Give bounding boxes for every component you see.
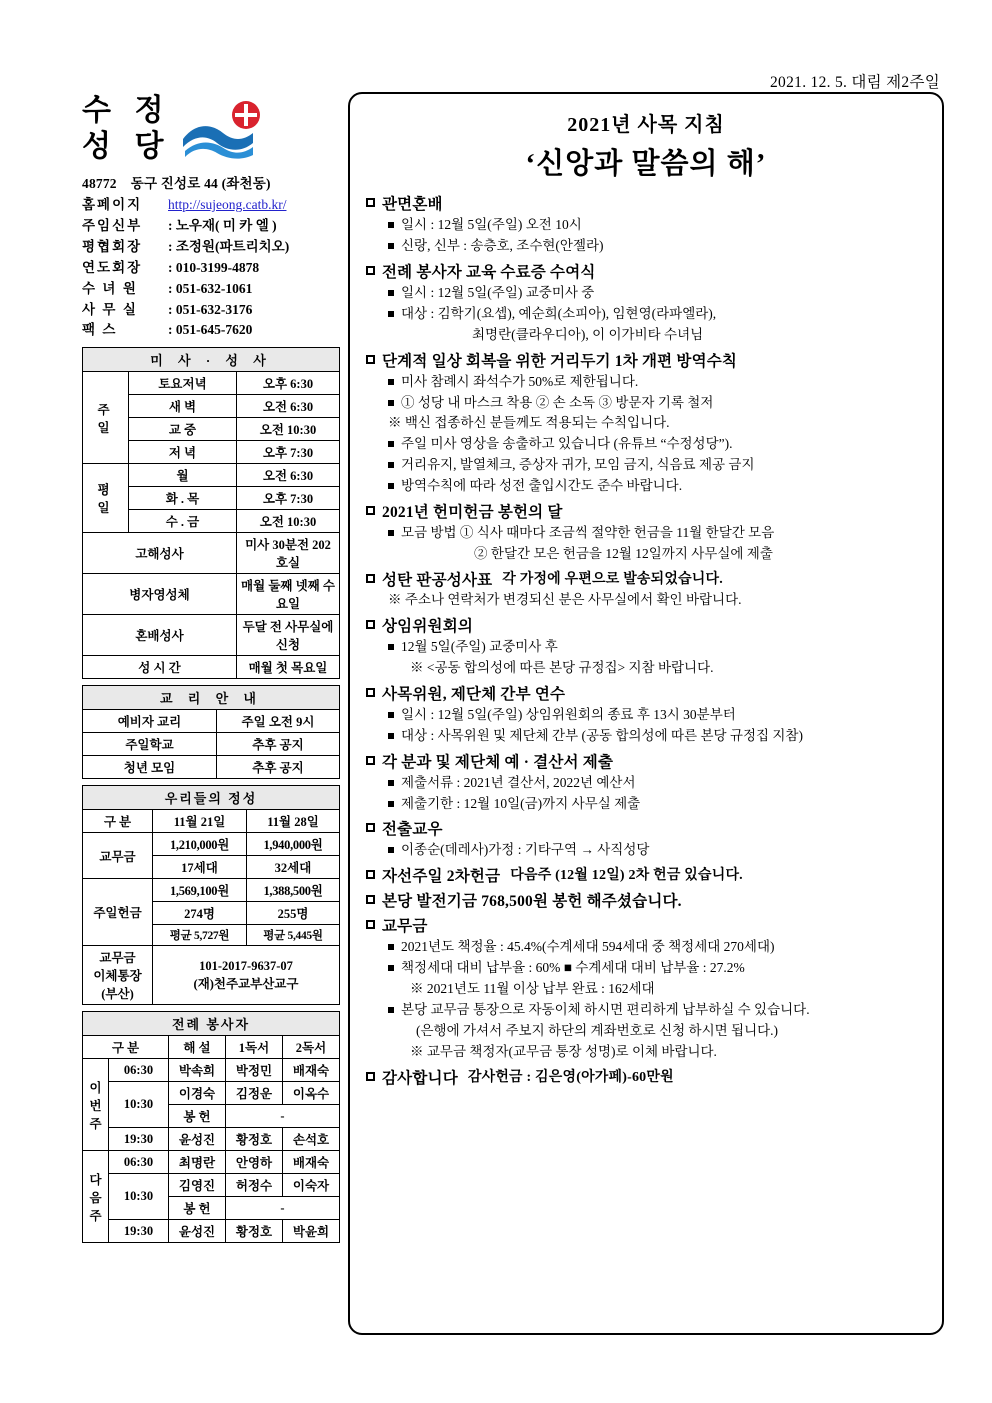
offering-value: 17세대	[153, 856, 247, 879]
announcement-heading: 전출교우	[382, 821, 443, 839]
contact-label: 연도회장	[82, 259, 143, 275]
announcement-item	[388, 958, 926, 979]
announcement-block	[366, 568, 926, 611]
announcement-item-text: 대상 : 김학기(요셉), 예순희(소피아), 임현영(라파엘라),	[401, 305, 717, 321]
announcement-item-text: 일시 : 12월 5일(주일) 교중미사 중	[401, 284, 595, 300]
doctrine-label: 주일학교	[83, 733, 217, 756]
sacrament-value: 매월 첫 목요일	[237, 656, 340, 679]
sacrament-value: 두달 전 사무실에 신청	[237, 615, 340, 656]
sacrament-label: 병자영성체	[83, 574, 237, 615]
square-bullet-icon	[366, 920, 375, 929]
announcement-note: ※ <공동 합의성에 따른 본당 규정집> 지참 바랍니다.	[410, 659, 714, 675]
announcement-item	[388, 937, 926, 958]
announcement-block	[366, 260, 926, 346]
bullet-icon	[388, 644, 394, 650]
announcement-block	[366, 682, 926, 747]
bullet-icon	[388, 801, 394, 807]
sacrament-value: 매월 둘째 넷째 수요일	[237, 574, 340, 615]
servers-name: 이옥수	[283, 1082, 340, 1105]
doctrine-title: 교 리 안 내	[83, 686, 340, 710]
bullet-icon	[388, 965, 394, 971]
announcement-item	[388, 455, 926, 476]
offering-col-header: 구 분	[83, 810, 153, 833]
announcement-heading: 교무금	[382, 918, 428, 936]
offering-value: 1,388,500원	[247, 879, 340, 902]
servers-name: 배재숙	[283, 1151, 340, 1174]
sacrament-label: 혼배성사	[83, 615, 237, 656]
offering-title: 우리들의 정성	[83, 786, 340, 810]
mass-time: 오후 6:30	[237, 372, 340, 395]
announcement-item-text: 본당 교무금 통장으로 자동이체 하시면 편리하게 납부하실 수 있습니다.	[401, 1002, 810, 1018]
announcement-block	[366, 889, 926, 911]
servers-week-label	[83, 1151, 109, 1243]
contact-value: : 051-632-3176	[168, 301, 253, 317]
contact-row	[82, 237, 340, 258]
announcement-item-text: 일시 : 12월 5일(주일) 상임위원회의 종료 후 13시 30분부터	[401, 706, 736, 722]
announcement-items	[388, 705, 926, 747]
announcement-heading: 사목위원, 제단체 간부 연수	[382, 685, 566, 703]
account-label	[83, 946, 153, 1005]
announcement-item	[388, 236, 926, 257]
announcement-heading: 단계적 일상 회복을 위한 거리두기 1차 개편 방역수칙	[382, 352, 738, 370]
announcement-item-text: 대상 : 사목위원 및 제단체 간부 (공동 합의성에 따른 본당 규정집 지참)	[401, 727, 803, 743]
servers-time: 10:30	[109, 1174, 169, 1220]
account-value	[153, 946, 340, 1005]
mass-name: 토요저녁	[129, 372, 237, 395]
announcement-note: ※ 2021년도 11월 이상 납부 완료 : 162세대	[410, 981, 655, 997]
announcement-items	[388, 215, 926, 257]
bullet-icon	[388, 441, 394, 447]
square-bullet-icon	[366, 506, 375, 515]
servers-col-header: 해 설	[169, 1036, 226, 1059]
announcement-block	[366, 750, 926, 815]
announcement-items	[388, 372, 926, 498]
bullet-icon	[388, 379, 394, 385]
announcements-panel	[348, 92, 944, 1335]
account-holder: (재)천주교부산교구	[193, 976, 299, 991]
servers-name: 안영하	[226, 1151, 283, 1174]
servers-name: 황정호	[226, 1128, 283, 1151]
announcement-item-text: 일시 : 12월 5일(주일) 오전 10시	[401, 217, 582, 232]
announcement-heading-row	[366, 864, 926, 886]
servers-time: 19:30	[109, 1128, 169, 1151]
offering-row-label: 주일헌금	[83, 879, 153, 946]
contact-row	[82, 320, 340, 341]
pastoral-theme-year: 2021년 사목 지침	[567, 114, 725, 136]
contact-value: : 051-632-1061	[168, 280, 253, 296]
parish-logo-line1: 수 정	[82, 94, 172, 127]
parish-zip: 48772	[82, 176, 117, 191]
mass-name: 교 중	[129, 418, 237, 441]
announcement-item	[388, 283, 926, 304]
announcement-item	[388, 637, 926, 658]
announcement-item	[388, 372, 926, 393]
account-label-line3: (부산)	[101, 987, 134, 1002]
servers-name: 이숙자	[283, 1174, 340, 1197]
offering-value: 255명	[247, 902, 340, 925]
servers-name: 손석호	[283, 1128, 340, 1151]
servers-name: 최명란	[169, 1151, 226, 1174]
offering-value: 평균 5,445원	[247, 925, 340, 946]
wave-cross-logo-icon	[181, 99, 265, 159]
announcement-block	[366, 817, 926, 861]
contact-value: : 노우재( 미 카 엘 )	[168, 217, 277, 233]
mass-time: 오전 6:30	[237, 395, 340, 418]
servers-name: 박속희	[169, 1059, 226, 1082]
offering-col-header: 11월 21일	[153, 810, 247, 833]
offering-value: 1,569,100원	[153, 879, 247, 902]
week-label-line1: 이	[89, 1080, 102, 1095]
bullet-icon	[388, 944, 394, 950]
announcement-item-text: 제출기한 : 12월 10일(금)까지 사무실 제출	[401, 795, 641, 811]
announcement-heading-extra: 각 가정에 우편으로 발송되었습니다.	[502, 571, 723, 587]
announcement-heading-extra: 다음주 (12월 12일) 2차 헌금 있습니다.	[510, 868, 743, 884]
announcement-item-text: 미사 참례시 좌석수가 50%로 제한됩니다.	[401, 373, 639, 389]
mass-time: 오전 10:30	[237, 510, 340, 533]
announcement-block	[366, 614, 926, 679]
doctrine-value: 주일 오전 9시	[217, 710, 340, 733]
announcement-note: ※ 백신 접종하신 분들께도 적용되는 수칙입니다.	[388, 415, 670, 431]
bullet-icon	[388, 483, 394, 489]
bullet-icon	[388, 462, 394, 468]
square-bullet-icon	[366, 198, 375, 207]
servers-title: 전례 봉사자	[83, 1012, 340, 1036]
announcement-items	[388, 840, 926, 861]
announcement-item-text: 거리유지, 발열체크, 증상자 귀가, 모임 금지, 식음료 제공 금지	[401, 457, 755, 473]
announcement-item	[388, 1000, 926, 1021]
contact-value: : 051-645-7620	[168, 322, 253, 338]
offering-value: 평균 5,727원	[153, 925, 247, 946]
announcement-heading-row	[366, 1066, 926, 1088]
announcement-note: (은행에 가셔서 주보지 하단의 계좌번호로 신청 하시면 됩니다.)	[416, 1023, 779, 1039]
contact-label: 수 녀 원	[82, 280, 138, 296]
servers-name: 김영진	[169, 1174, 226, 1197]
announcement-heading: 각 분과 및 제단체 예 · 결산서 제출	[382, 753, 614, 771]
announcement-heading: 감사합니다	[382, 1069, 458, 1087]
contact-value: : 조정원(파트리치오)	[168, 238, 290, 254]
announcement-block	[366, 864, 926, 886]
account-label-line1: 교무금	[99, 951, 136, 966]
servers-time: 06:30	[109, 1059, 169, 1082]
announcement-heading: 관면혼배	[382, 196, 443, 213]
contact-label: 사 무 실	[82, 301, 138, 317]
square-bullet-icon	[366, 688, 375, 697]
announcement-item-text: 2021년도 책정율 : 45.4%(수계세대 594세대 중 책정세대 270세대)	[401, 939, 775, 955]
offering-row-label: 교무금	[83, 833, 153, 879]
bullet-icon	[388, 311, 394, 317]
week-label-line2: 음	[89, 1190, 102, 1205]
announcement-block	[366, 914, 926, 1063]
doctrine-label: 예비자 교리	[83, 710, 217, 733]
mass-group-label: 주 일	[83, 372, 129, 464]
mass-name: 수 . 금	[129, 510, 237, 533]
announcement-heading-row	[366, 817, 926, 839]
doctrine-label: 청년 모임	[83, 756, 217, 779]
mass-time: 오후 7:30	[237, 487, 340, 510]
servers-name: 박윤희	[283, 1220, 340, 1243]
homepage-label: 홈페이지	[82, 196, 143, 212]
doctrine-table	[82, 685, 340, 779]
mass-group-label: 평 일	[83, 464, 129, 533]
announcement-items	[388, 637, 926, 679]
announcement-heading: 2021년 헌미헌금 봉헌의 달	[382, 504, 563, 522]
announcement-item	[388, 773, 926, 794]
offering-col-header: 11월 28일	[247, 810, 340, 833]
mass-time: 오전 10:30	[237, 418, 340, 441]
servers-name: 박정민	[226, 1059, 283, 1082]
bullet-icon	[388, 400, 394, 406]
offering-value: 32세대	[247, 856, 340, 879]
announcement-note: ※ 교무금 책정자(교무금 통장 성명)로 이체 바랍니다.	[410, 1043, 717, 1059]
announcement-heading-row	[366, 500, 926, 522]
contact-row	[82, 300, 340, 321]
servers-col-header: 구 분	[83, 1036, 169, 1059]
mass-schedule-table	[82, 347, 340, 679]
servers-name: 윤성진	[169, 1220, 226, 1243]
parish-logo-line2: 성 당	[82, 130, 172, 163]
week-label-line1: 다	[89, 1172, 102, 1187]
announcement-item-text: 책정세대 대비 납부율 : 60% ■ 수계세대 대비 납부율 : 27.2%	[401, 960, 745, 976]
mass-name: 화 . 목	[129, 487, 237, 510]
announcement-heading-extra: 감사헌금 : 김은영(아가페)-60만원	[467, 1069, 674, 1085]
announcement-item-text: 이종순(데레사)가정 : 기타구역 → 사직성당	[401, 842, 650, 858]
announcement-heading-row	[366, 568, 926, 590]
announcement-block	[366, 192, 926, 257]
announcement-heading-row	[366, 192, 926, 214]
servers-offertory-label: 봉 헌	[169, 1197, 226, 1220]
doctrine-value: 추후 공지	[217, 756, 340, 779]
bullet-icon	[388, 780, 394, 786]
bullet-icon	[388, 243, 394, 249]
pastoral-theme-title: ‘신앙과 말씀의 해’	[525, 148, 767, 180]
announcement-items	[388, 937, 926, 1063]
homepage-link[interactable]: http://sujeong.catb.kr/	[168, 196, 287, 212]
servers-time: 06:30	[109, 1151, 169, 1174]
announcement-item	[388, 523, 926, 544]
announcement-item-text: 주일 미사 영상을 송출하고 있습니다 (유튜브 “수정성당”).	[401, 436, 733, 452]
servers-offertory-value: -	[226, 1105, 340, 1128]
square-bullet-icon	[366, 266, 375, 275]
mass-name: 저 녁	[129, 441, 237, 464]
announcement-block	[366, 1066, 926, 1088]
parish-logo	[82, 90, 340, 168]
announcement-heading: 본당 발전기금 768,500원 봉헌 해주셨습니다.	[382, 893, 682, 911]
announcement-heading-row	[366, 260, 926, 282]
liturgy-servers-table	[82, 1011, 340, 1243]
bullet-icon	[388, 290, 394, 296]
servers-name: 이경숙	[169, 1082, 226, 1105]
issue-date: 2021. 12. 5. 대림 제2주일	[770, 74, 940, 91]
announcement-heading: 상임위원회의	[382, 617, 474, 635]
contact-label: 팩 스	[82, 322, 118, 338]
announcement-items	[388, 523, 926, 565]
week-label-line3: 주	[89, 1208, 102, 1223]
announcement-items	[388, 283, 926, 346]
announcement-item	[388, 215, 926, 236]
announcement-heading-row	[366, 750, 926, 772]
servers-time: 10:30	[109, 1082, 169, 1128]
bullet-icon	[388, 733, 394, 739]
servers-offertory-value: -	[226, 1197, 340, 1220]
announcement-block	[366, 500, 926, 565]
contact-label: 주임신부	[82, 217, 143, 233]
account-number: 101-2017-9637-07	[199, 958, 293, 973]
announcement-heading: 자선주일 2차헌금	[382, 868, 501, 886]
square-bullet-icon	[366, 1072, 375, 1081]
sacrament-label: 고해성사	[83, 533, 237, 574]
announcement-item	[388, 794, 926, 815]
offering-table	[82, 785, 340, 1005]
bullet-icon	[388, 847, 394, 853]
square-bullet-icon	[366, 574, 375, 583]
servers-time: 19:30	[109, 1220, 169, 1243]
mass-name: 새 벽	[129, 395, 237, 418]
announcement-note: ※ 주소나 연락처가 변경되신 분은 사무실에서 확인 바랍니다.	[388, 591, 742, 607]
doctrine-value: 추후 공지	[217, 733, 340, 756]
bullet-icon	[388, 530, 394, 536]
announcement-item	[388, 840, 926, 861]
announcement-item-text: 모금 방법 ① 식사 때마다 조금씩 절약한 헌금을 11월 한달간 모음	[401, 525, 775, 541]
parish-contact-block	[82, 174, 340, 341]
announcement-item-text: 방역수칙에 따라 성전 출입시간도 준수 바랍니다.	[401, 478, 683, 494]
servers-name: 윤성진	[169, 1128, 226, 1151]
announcement-heading: 성탄 판공성사표	[382, 571, 493, 589]
announcement-item	[388, 304, 926, 325]
square-bullet-icon	[366, 756, 375, 765]
offering-value: 1,940,000원	[247, 833, 340, 856]
square-bullet-icon	[366, 620, 375, 629]
square-bullet-icon	[366, 870, 375, 879]
announcement-item	[388, 434, 926, 455]
bullet-icon	[388, 1007, 394, 1013]
announcement-item-text: 제출서류 : 2021년 결산서, 2022년 예산서	[401, 774, 636, 790]
announcement-continuation: 최명란(클라우디아), 이 이가비타 수녀님	[472, 326, 704, 342]
announcement-item-text: 12월 5일(주일) 교중미사 후	[401, 638, 558, 654]
parish-homepage-row	[82, 195, 340, 216]
announcement-item-text: 신랑, 신부 : 송층호, 조수현(안젤라)	[401, 237, 604, 253]
servers-name: 김정운	[226, 1082, 283, 1105]
servers-col-header: 1독서	[226, 1036, 283, 1059]
square-bullet-icon	[366, 823, 375, 832]
offering-value: 274명	[153, 902, 247, 925]
servers-name: 황정호	[226, 1220, 283, 1243]
contact-label: 평협회장	[82, 238, 143, 254]
bullet-icon	[388, 222, 394, 228]
servers-week-label	[83, 1059, 109, 1151]
announcement-heading-row	[366, 914, 926, 936]
bullet-icon	[388, 712, 394, 718]
mass-table-title: 미 사 · 성 사	[83, 348, 340, 372]
announcement-heading: 전례 봉사자 교육 수료증 수여식	[382, 263, 596, 281]
announcement-heading-row	[366, 349, 926, 371]
announcement-item	[388, 726, 926, 747]
parish-address: 동구 진성로 44 (좌천동)	[130, 176, 271, 191]
servers-name: 배재숙	[283, 1059, 340, 1082]
sacrament-value: 미사 30분전 202호실	[237, 533, 340, 574]
announcement-item-text: ① 성당 내 마스크 착용 ② 손 소독 ③ 방문자 기록 철저	[401, 394, 714, 410]
week-label-line3: 주	[89, 1116, 102, 1131]
announcement-heading-row	[366, 682, 926, 704]
announcement-list	[366, 192, 926, 1088]
contact-row	[82, 279, 340, 300]
announcement-block	[366, 349, 926, 498]
square-bullet-icon	[366, 355, 375, 364]
mass-name: 월	[129, 464, 237, 487]
announcement-item	[388, 393, 926, 414]
servers-name: 허정수	[226, 1174, 283, 1197]
announcement-item	[388, 705, 926, 726]
parish-address-line	[82, 174, 340, 195]
account-label-line2: 이체통장	[93, 969, 142, 984]
announcement-item	[388, 476, 926, 497]
parish-logo-text	[82, 93, 171, 165]
contact-row	[82, 258, 340, 279]
week-label-line2: 번	[89, 1098, 102, 1113]
announcement-heading-row	[366, 889, 926, 911]
announcement-items	[388, 773, 926, 815]
servers-col-header: 2독서	[283, 1036, 340, 1059]
announcement-heading-row	[366, 614, 926, 636]
parish-info-column	[82, 90, 340, 1243]
offering-value: 1,210,000원	[153, 833, 247, 856]
square-bullet-icon	[366, 895, 375, 904]
mass-time: 오전 6:30	[237, 464, 340, 487]
mass-time: 오후 7:30	[237, 441, 340, 464]
servers-offertory-label: 봉 헌	[169, 1105, 226, 1128]
contact-row	[82, 216, 340, 237]
sacrament-label: 성 시 간	[83, 656, 237, 679]
announcement-continuation: ② 한달간 모은 헌금을 12월 12일까지 사무실에 제출	[474, 546, 773, 562]
contact-value: : 010-3199-4878	[168, 259, 260, 275]
